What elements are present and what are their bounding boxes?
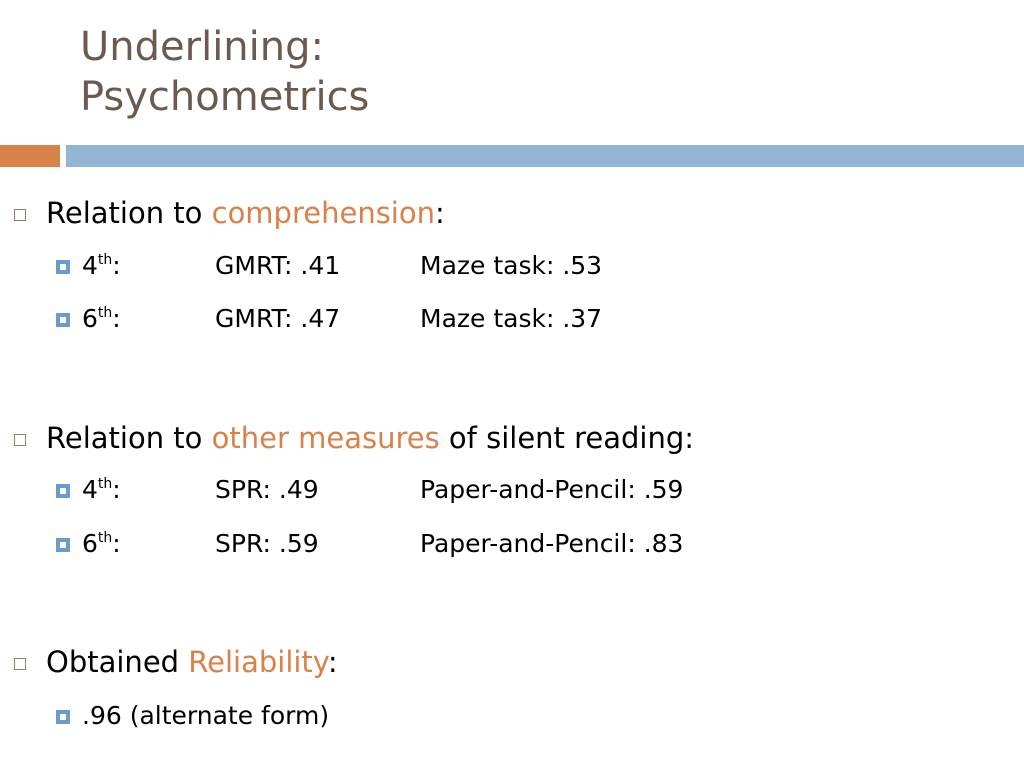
filled-square-bullet-icon (56, 484, 70, 498)
section-heading-suffix: : (435, 196, 445, 230)
grade-label: 6th: (82, 529, 121, 558)
hollow-square-bullet-icon (14, 434, 26, 446)
filled-square-bullet-icon (56, 710, 70, 724)
section-heading-prefix: Relation to (46, 196, 212, 230)
section-comprehension (14, 193, 445, 233)
slide-title-line-2: Psychometrics (80, 74, 370, 120)
reliability-value: .96 (alternate form) (82, 701, 330, 730)
section-heading-suffix: of silent reading: (439, 421, 695, 455)
hollow-square-bullet-icon (14, 658, 26, 670)
section-heading-highlight: other measures (211, 421, 440, 455)
measure-2-value: Maze task: .53 (420, 251, 603, 280)
filled-square-bullet-icon (56, 538, 70, 552)
section-heading-prefix: Relation to (46, 421, 212, 455)
section-heading (46, 421, 694, 455)
grade-label: 6th: (82, 304, 121, 333)
section-heading-prefix: Obtained (46, 645, 189, 679)
measure-1-value: GMRT: .41 (215, 251, 341, 280)
filled-square-bullet-icon (56, 313, 70, 327)
section-heading-highlight: Reliability (188, 645, 328, 679)
section-heading-suffix: : (327, 645, 338, 679)
section-heading (46, 196, 445, 230)
slide-title-line-1: Underlining: (80, 24, 324, 70)
measure-1-value: SPR: .59 (215, 529, 319, 558)
measure-2-value: Paper-and-Pencil: .59 (420, 475, 684, 504)
grade-label: 4th: (82, 475, 121, 504)
measure-2-value: Maze task: .37 (420, 304, 603, 333)
grade-label: 4th: (82, 251, 121, 280)
section-reliability (14, 642, 338, 682)
section-heading (46, 645, 338, 679)
measure-1-value: GMRT: .47 (215, 304, 341, 333)
filled-square-bullet-icon (56, 260, 70, 274)
section-other-measures (14, 418, 694, 458)
measure-2-value: Paper-and-Pencil: .83 (420, 529, 684, 558)
hollow-square-bullet-icon (14, 209, 26, 221)
measure-1-value: SPR: .49 (215, 475, 319, 504)
section-heading-highlight: comprehension (211, 196, 435, 230)
